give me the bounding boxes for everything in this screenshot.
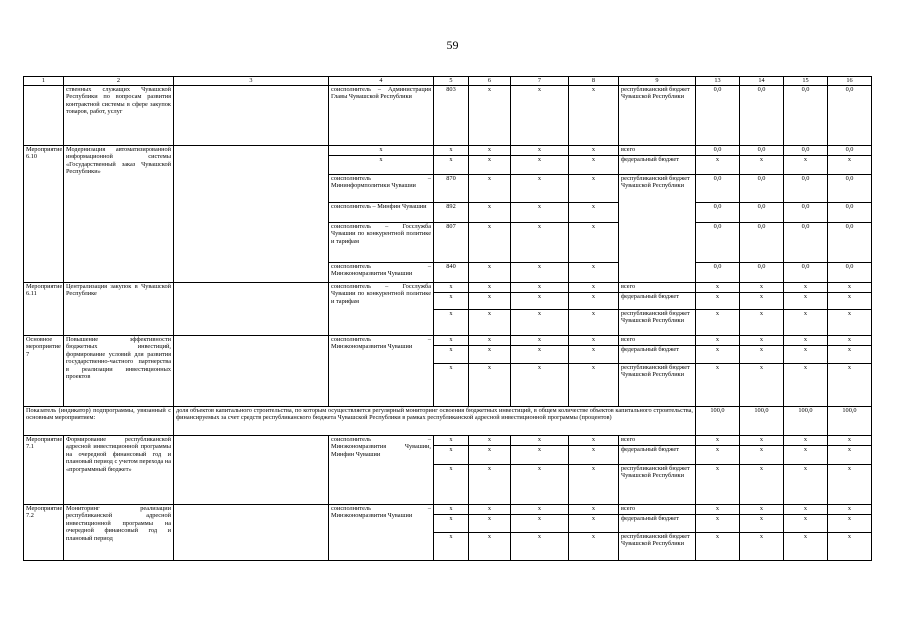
funding-source: республиканский бюджет Чувашской Республики	[619, 465, 696, 505]
value-cell: x	[696, 505, 740, 515]
cell: x	[469, 86, 511, 146]
header-cell: 14	[740, 77, 784, 86]
value-cell: x	[740, 336, 784, 346]
executor: соисполнитель – Минфин Чувашии	[329, 203, 434, 223]
event-name: Формирование республиканской адресной инвестиционной программы на очередной финансовый год и плановый период с учетом перехода на «программный бюджет»	[64, 436, 174, 505]
cell: x	[511, 336, 569, 346]
executor: соисполнитель – Мининформполитики Чувашии	[329, 175, 434, 203]
value-cell: x	[740, 310, 784, 336]
event-number: Основное мероприятие 7	[24, 336, 64, 407]
value-cell: x	[696, 446, 740, 465]
cell: x	[329, 156, 434, 175]
funding-source: всего	[619, 146, 696, 156]
value-cell: 0,0	[696, 86, 740, 146]
funding-source: федеральный бюджет	[619, 515, 696, 533]
header-cell: 2	[64, 77, 174, 86]
executor: соисполнитель – Госслужба Чувашии по конкурентной политике и тарифам	[329, 283, 434, 336]
value-cell: 0,0	[740, 175, 784, 203]
cell: x	[511, 436, 569, 446]
cell: x	[469, 533, 511, 561]
cell-col3	[174, 505, 329, 561]
event-name: Мониторинг реализации республиканской адресной инвестиционной программы на очередной финансовый год и плановый период	[64, 505, 174, 561]
cell: x	[434, 146, 469, 156]
header-row	[24, 77, 872, 86]
value-cell: x	[740, 436, 784, 446]
value-cell: 0,0	[740, 203, 784, 223]
value-cell: x	[828, 336, 872, 346]
value-cell: x	[828, 465, 872, 505]
executor: соисполнитель – Минэкономразвития Чувашии	[329, 505, 434, 561]
cell: x	[434, 364, 469, 407]
cell: x	[569, 310, 619, 336]
value-cell: x	[828, 310, 872, 336]
cell: x	[469, 364, 511, 407]
cell: x	[469, 293, 511, 310]
value-cell: x	[740, 283, 784, 293]
executor: соисполнитель – Госслужба Чувашии по конкурентной политике и тарифам	[329, 223, 434, 263]
cell: x	[511, 515, 569, 533]
cell: x	[511, 364, 569, 407]
event-number: Мероприятие 7.1	[24, 436, 64, 505]
cell: x	[434, 310, 469, 336]
value-cell: 0,0	[828, 223, 872, 263]
cell: x	[569, 364, 619, 407]
value-cell: x	[784, 446, 828, 465]
cell: x	[434, 465, 469, 505]
event-number: Мероприятие 7.2	[24, 505, 64, 561]
code: 840	[434, 263, 469, 283]
cell: x	[569, 505, 619, 515]
table-row	[24, 336, 872, 346]
value-cell: x	[740, 293, 784, 310]
cell: x	[511, 293, 569, 310]
program-table	[23, 76, 872, 561]
cell: x	[511, 283, 569, 293]
event-name: Модернизация автоматизированной информационной системы «Государственный заказ Чувашской Республики»	[64, 146, 174, 283]
cell: x	[434, 336, 469, 346]
cell: x	[569, 175, 619, 203]
value-cell: x	[696, 465, 740, 505]
value-cell: x	[784, 436, 828, 446]
table-row	[24, 283, 872, 293]
value-cell: x	[696, 310, 740, 336]
value-cell: x	[784, 505, 828, 515]
indicator-text: доля объектов капитального строительства, по которым осуществляется регулярный мониторинг освоения бюджетных инвестиций, в общем количестве объектов капитального строительства, финансируемых за счет средств республиканского бюджета Чувашской Республики в рамках республиканской адресной инвестиционной программы (процентов)	[174, 407, 696, 436]
value-cell: 0,0	[828, 203, 872, 223]
value-cell: x	[828, 283, 872, 293]
value-cell: x	[828, 156, 872, 175]
value-cell: 0,0	[740, 223, 784, 263]
value-cell: 0,0	[696, 203, 740, 223]
code: 803	[434, 86, 469, 146]
cell: x	[569, 263, 619, 283]
value-cell: x	[828, 364, 872, 407]
cell: x	[569, 515, 619, 533]
executor: соисполнитель – Минэкономразвития Чувашии	[329, 336, 434, 407]
cell: x	[434, 533, 469, 561]
value-cell: x	[696, 283, 740, 293]
value-cell: x	[740, 346, 784, 364]
value-cell: x	[740, 515, 784, 533]
funding-source: республиканский бюджет Чувашской Республики	[619, 175, 696, 283]
cell: x	[434, 293, 469, 310]
indicator-row	[24, 407, 872, 436]
header-cell: 13	[696, 77, 740, 86]
cell: x	[434, 436, 469, 446]
code: 807	[434, 223, 469, 263]
cell: x	[511, 146, 569, 156]
cell: x	[511, 156, 569, 175]
value-cell: 0,0	[828, 263, 872, 283]
cell: x	[569, 203, 619, 223]
funding-source: всего	[619, 283, 696, 293]
cell: x	[569, 346, 619, 364]
cell: x	[469, 310, 511, 336]
code: 870	[434, 175, 469, 203]
value-cell: x	[828, 293, 872, 310]
value-cell: 0,0	[784, 86, 828, 146]
cell: x	[511, 505, 569, 515]
funding-source: федеральный бюджет	[619, 346, 696, 364]
value-cell: 0,0	[696, 263, 740, 283]
cell: x	[434, 446, 469, 465]
cell: x	[469, 446, 511, 465]
page-number: 59	[446, 38, 459, 52]
cell-col3	[174, 436, 329, 505]
table-row	[24, 86, 872, 146]
cell: x	[329, 146, 434, 156]
cell: x	[434, 156, 469, 175]
event-name: Централизация закупок в Чувашской Республике	[64, 283, 174, 336]
code: 892	[434, 203, 469, 223]
value-cell: x	[696, 436, 740, 446]
value-cell: x	[740, 505, 784, 515]
cell: x	[434, 515, 469, 533]
cell: x	[469, 436, 511, 446]
value-cell: x	[696, 364, 740, 407]
cell-col3	[174, 86, 329, 146]
cell: x	[569, 156, 619, 175]
header-cell: 9	[619, 77, 696, 86]
funding-source: всего	[619, 505, 696, 515]
value-cell: 100,0	[784, 407, 828, 436]
cell: x	[469, 465, 511, 505]
value-cell: x	[784, 156, 828, 175]
value-cell: x	[784, 364, 828, 407]
value-cell: x	[828, 515, 872, 533]
cell: x	[469, 505, 511, 515]
cell: x	[511, 86, 569, 146]
cell: x	[511, 446, 569, 465]
cell: x	[569, 223, 619, 263]
header-cell: 8	[569, 77, 619, 86]
value-cell: 0,0	[740, 86, 784, 146]
cell: x	[434, 346, 469, 364]
value-cell: x	[740, 533, 784, 561]
value-cell: x	[696, 293, 740, 310]
cell: x	[469, 336, 511, 346]
table-row	[24, 436, 872, 446]
cell: x	[511, 175, 569, 203]
cell: x	[511, 310, 569, 336]
cell: x	[469, 223, 511, 263]
value-cell: 0,0	[828, 86, 872, 146]
cell: x	[569, 446, 619, 465]
value-cell: 0,0	[828, 175, 872, 203]
cell: x	[469, 175, 511, 203]
value-cell: x	[784, 465, 828, 505]
header-cell: 4	[329, 77, 434, 86]
value-cell: x	[696, 336, 740, 346]
value-cell: x	[696, 156, 740, 175]
cell: x	[511, 223, 569, 263]
value-cell: 0,0	[828, 146, 872, 156]
table-row	[24, 505, 872, 515]
cell: x	[511, 203, 569, 223]
value-cell: x	[784, 336, 828, 346]
value-cell: x	[784, 533, 828, 561]
event-name: Повышение эффективности бюджетных инвестиций, формирование условий для развития государственно-частного партнерства в реализации инвестиционных проектов	[64, 336, 174, 407]
value-cell: 100,0	[740, 407, 784, 436]
value-cell: x	[784, 515, 828, 533]
value-cell: x	[828, 505, 872, 515]
value-cell: x	[696, 346, 740, 364]
value-cell: 0,0	[784, 223, 828, 263]
value-cell: x	[696, 515, 740, 533]
header-cell: 1	[24, 77, 64, 86]
header-cell: 5	[434, 77, 469, 86]
header-cell: 3	[174, 77, 329, 86]
value-cell: 0,0	[740, 146, 784, 156]
header-cell: 6	[469, 77, 511, 86]
value-cell: x	[740, 465, 784, 505]
cell-col1	[24, 86, 64, 146]
cell: x	[569, 533, 619, 561]
value-cell: x	[784, 310, 828, 336]
value-cell: 0,0	[696, 146, 740, 156]
funding-source: республиканский бюджет Чувашской Республики	[619, 310, 696, 336]
cell: x	[511, 533, 569, 561]
cell: x	[434, 505, 469, 515]
value-cell: x	[696, 533, 740, 561]
value-cell: x	[784, 283, 828, 293]
value-cell: x	[828, 346, 872, 364]
executor: соисполнитель – Минэкономразвития Чувашии, Минфин Чувашии	[329, 436, 434, 505]
executor: соисполнитель – Минэкономразвития Чувашии	[329, 263, 434, 283]
funding-source: всего	[619, 436, 696, 446]
value-cell: 0,0	[784, 263, 828, 283]
funding-source: федеральный бюджет	[619, 446, 696, 465]
value-cell: x	[828, 533, 872, 561]
cell: x	[469, 346, 511, 364]
table-row	[24, 146, 872, 156]
cell-col3	[174, 336, 329, 407]
value-cell: x	[828, 446, 872, 465]
value-cell: 0,0	[696, 223, 740, 263]
event-number: Мероприятие 6.10	[24, 146, 64, 283]
cell: x	[469, 515, 511, 533]
header-cell: 15	[784, 77, 828, 86]
value-cell: 100,0	[828, 407, 872, 436]
funding-source: всего	[619, 336, 696, 346]
value-cell: 0,0	[784, 146, 828, 156]
cell: x	[569, 336, 619, 346]
value-cell: 0,0	[696, 175, 740, 203]
event-number: Мероприятие 6.11	[24, 283, 64, 336]
value-cell: 100,0	[696, 407, 740, 436]
cell: x	[569, 293, 619, 310]
cell: x	[569, 86, 619, 146]
header-cell: 7	[511, 77, 569, 86]
cell: x	[569, 436, 619, 446]
value-cell: 0,0	[784, 175, 828, 203]
indicator-label: Показатель (индикатор) подпрограммы, увязанный с основным мероприятием:	[24, 407, 174, 436]
value-cell: 0,0	[784, 203, 828, 223]
cell-col3	[174, 146, 329, 283]
cell: x	[569, 146, 619, 156]
value-cell: x	[740, 364, 784, 407]
cell: x	[469, 156, 511, 175]
value-cell: x	[784, 346, 828, 364]
cell: x	[434, 283, 469, 293]
funding-source: республиканский бюджет Чувашской Республики	[619, 364, 696, 407]
funding-source: республиканский бюджет Чувашской Республики	[619, 86, 696, 146]
cell: x	[469, 203, 511, 223]
value-cell: 0,0	[740, 263, 784, 283]
value-cell: x	[740, 156, 784, 175]
header-cell: 16	[828, 77, 872, 86]
cell: x	[469, 263, 511, 283]
funding-source: федеральный бюджет	[619, 156, 696, 175]
value-cell: x	[740, 446, 784, 465]
cell: x	[511, 465, 569, 505]
value-cell: x	[828, 436, 872, 446]
cell: x	[511, 346, 569, 364]
value-cell: x	[784, 293, 828, 310]
executor: соисполнитель – Администрация Главы Чувашской Республики	[329, 86, 434, 146]
cell: x	[469, 146, 511, 156]
cell: x	[569, 283, 619, 293]
cell: x	[469, 283, 511, 293]
funding-source: федеральный бюджет	[619, 293, 696, 310]
cell-col3	[174, 283, 329, 336]
event-name: ственных служащих Чувашской Республики по вопросам развития контрактной системы в сфере закупок товаров, работ, услуг	[64, 86, 174, 146]
funding-source: республиканский бюджет Чувашской Республики	[619, 533, 696, 561]
cell: x	[569, 465, 619, 505]
cell: x	[511, 263, 569, 283]
